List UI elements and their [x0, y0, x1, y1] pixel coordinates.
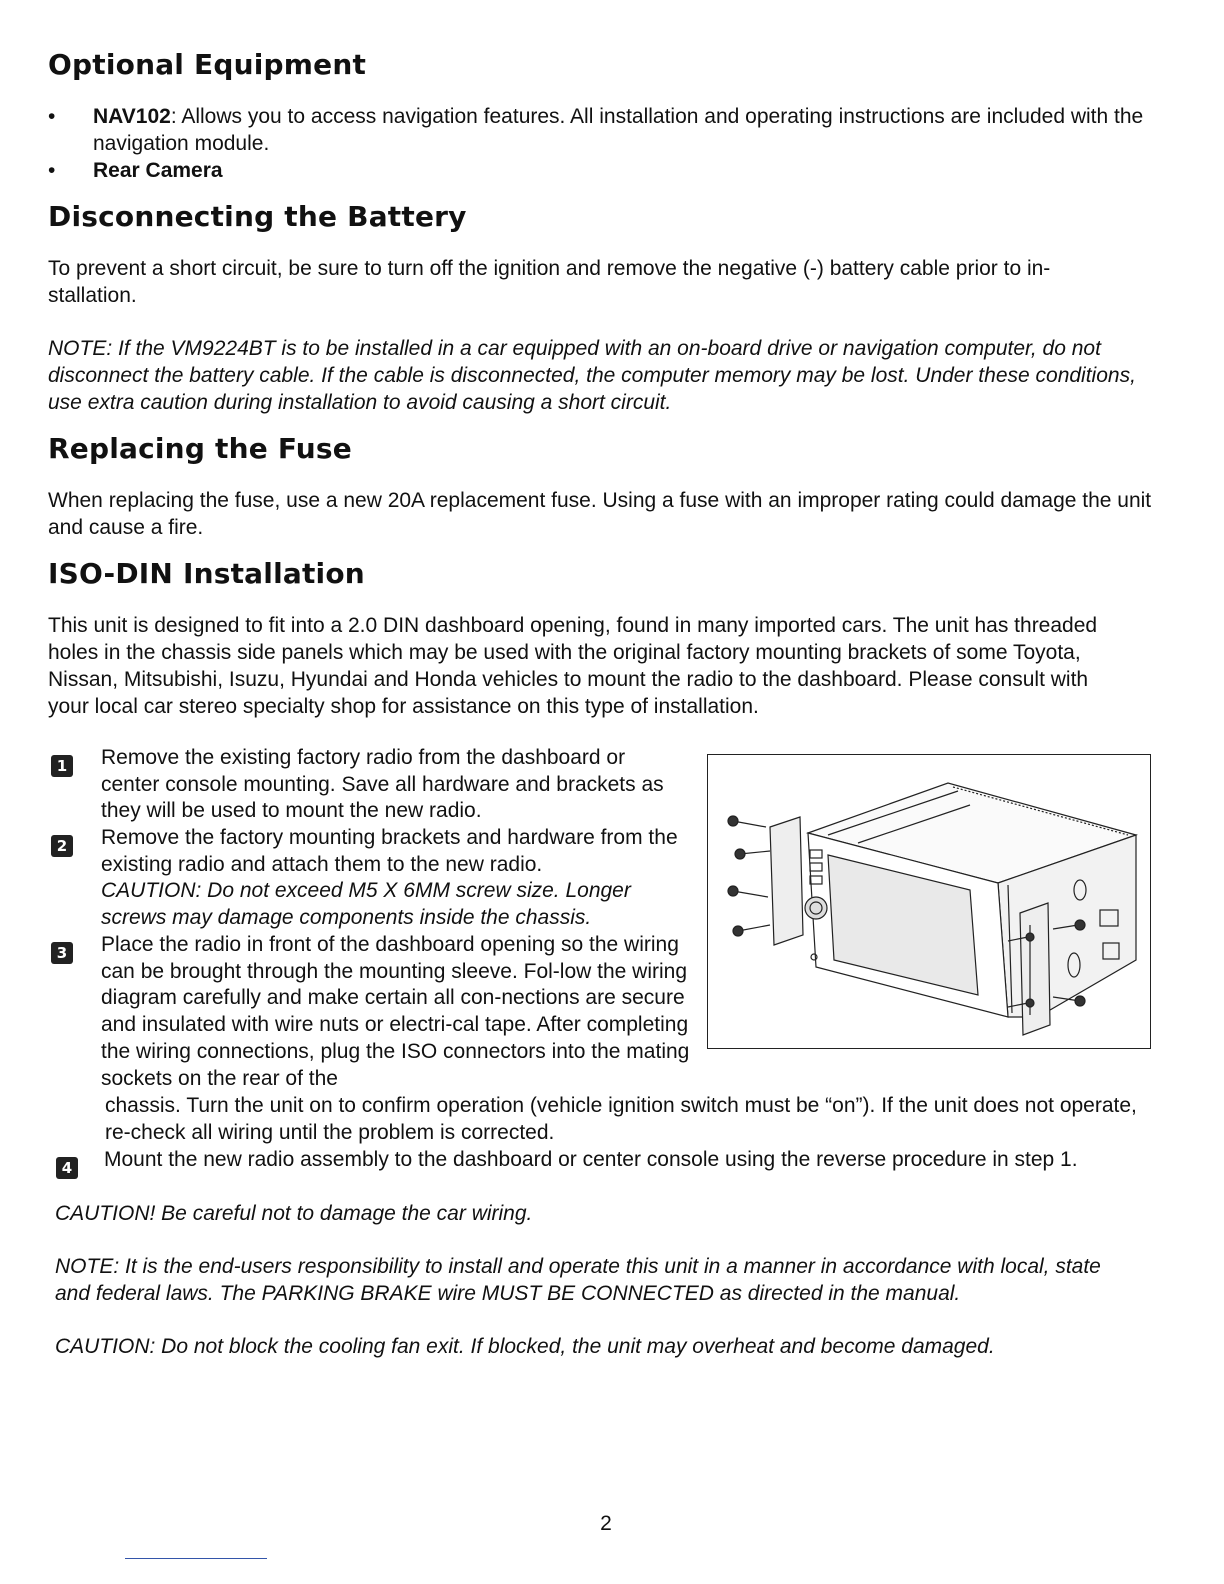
step-1-text: Remove the existing factory radio from the dashboard or center console mounting. Save all hardware and brackets as they will be used to mount the new radio. — [101, 746, 664, 823]
step-4-text: Mount the new radio assembly to the dashboard or center console using the reverse procedure in step 1. — [104, 1148, 1078, 1171]
caution-cooling-fan: CAUTION: Do not block the cooling fan exit. If blocked, the unit may overheat and become damaged. — [55, 1335, 995, 1358]
battery-note: NOTE: If the VM9224BT is to be installed in a car equipped with an on-board drive or navigation computer, do not disconnect the battery cable. If the cable is disconnected, the computer memory may be lost. Under these conditions, use extra caution during installation to avoid causing a short circuit. — [48, 337, 1136, 414]
item-name: NAV102 — [93, 105, 171, 128]
battery-body: To prevent a short circuit, be sure to turn off the ignition and remove the negative (-) battery cable prior to in-stallation. — [48, 257, 1051, 307]
step-3-text: Place the radio in front of the dashboard opening so the wiring can be brought through the mounting sleeve. Fol-low the wiring diagram carefully and make certain all con-nections are secure and insulated with wire nuts or electri-cal tape. After completing the wiring connections, plug the ISO connectors into the mating sockets on the rear of the — [101, 933, 690, 1090]
step-4-badge: 4 — [56, 1157, 78, 1179]
step-3-text-continued: chassis. Turn the unit on to confirm operation (vehicle ignition switch must be “on”). If the unit does not operate, re-check all wiring until the problem is corrected. — [105, 1094, 1137, 1144]
list-item-rear-camera — [48, 157, 1158, 184]
step-2-text: Remove the factory mounting brackets and hardware from the existing radio and attach them to the new radio. — [101, 826, 678, 876]
iso-din-body: This unit is designed to fit into a 2.0 DIN dashboard opening, found in many imported cars. The unit has threaded holes in the chassis side panels which may be used with the original factory mounting brackets of some Toyota, Nissan, Mitsubishi, Isuzu, Hyundai and Honda vehicles to mount the radio to the dashboard. Please consult with your local car stereo specialty shop for assistance on this type of installation. — [48, 614, 1098, 718]
radio-chassis-illustration — [708, 755, 1149, 1047]
fuse-body: When replacing the fuse, use a new 20A replacement fuse. Using a fuse with an improper rating could damage the unit and cause a fire. — [48, 489, 1152, 539]
heading-disconnecting-battery: Disconnecting the Battery — [48, 200, 467, 233]
step-2-badge: 2 — [51, 835, 73, 857]
footer-rule — [125, 1558, 267, 1559]
page-number: 2 — [600, 1512, 612, 1535]
list-item-text — [93, 103, 1158, 157]
heading-iso-din: ISO-DIN Installation — [48, 557, 365, 590]
item-name: Rear Camera — [93, 159, 223, 182]
caution-wiring: CAUTION! Be careful not to damage the car wiring. — [55, 1202, 533, 1225]
step-1-badge: 1 — [51, 755, 73, 777]
list-item-nav102 — [48, 103, 1158, 157]
step-3-badge: 3 — [51, 942, 73, 964]
note-legal: NOTE: It is the end-users responsibility to install and operate this unit in a manner in accordance with local, state and federal laws. The PARKING BRAKE wire MUST BE CONNECTED as directed in the manual. — [55, 1255, 1101, 1305]
installation-figure — [707, 754, 1151, 1049]
bullet: • — [48, 105, 56, 128]
list-item-text — [93, 157, 1158, 184]
heading-replacing-fuse: Replacing the Fuse — [48, 432, 352, 465]
bullet: • — [48, 159, 56, 182]
heading-optional-equipment: Optional Equipment — [48, 48, 367, 81]
item-description: : Allows you to access navigation features. All installation and operating instructions are included with the navigation module. — [93, 105, 1144, 155]
step-2-caution: CAUTION: Do not exceed M5 X 6MM screw size. Longer screws may damage components inside the chassis. — [101, 879, 631, 929]
